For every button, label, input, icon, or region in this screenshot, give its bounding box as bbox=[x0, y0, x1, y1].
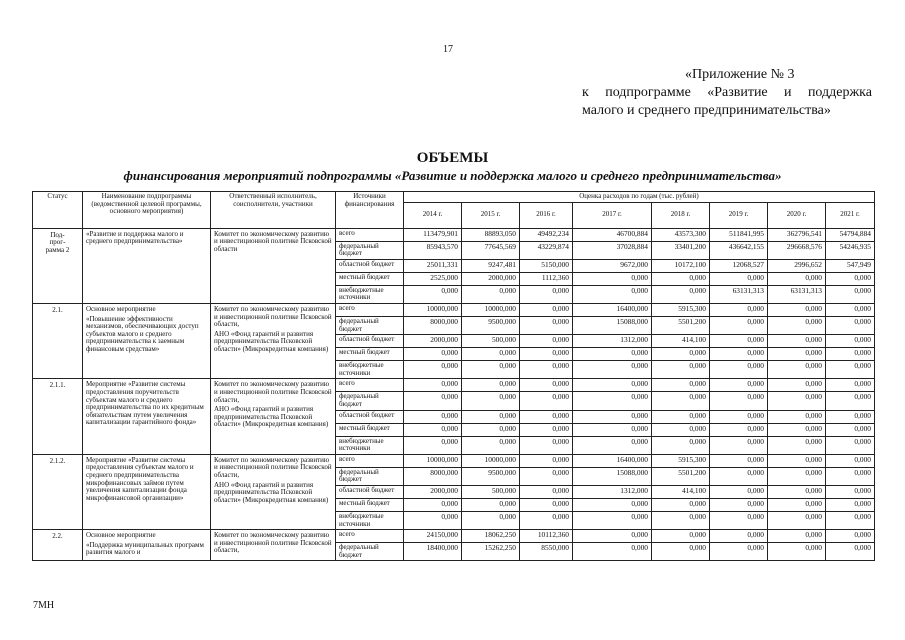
cell-funding-source: областной бюджет bbox=[336, 410, 404, 423]
cell-amount: 43573,300 bbox=[652, 228, 710, 241]
responsible-text: Комитет по экономическому развитию и инвестиционной политике Псковской области bbox=[214, 229, 332, 253]
cell-amount: 0,000 bbox=[768, 485, 826, 498]
cell-amount: 10112,360 bbox=[520, 530, 573, 543]
cell-amount: 54794,884 bbox=[826, 228, 875, 241]
header-year: 2018 г. bbox=[652, 202, 710, 228]
header-year: 2014 г. bbox=[404, 202, 462, 228]
cell-funding-source: федеральный бюджет bbox=[336, 316, 404, 334]
cell-amount: 0,000 bbox=[520, 498, 573, 511]
cell-amount: 0,000 bbox=[826, 511, 875, 529]
cell-amount: 16400,000 bbox=[573, 454, 652, 467]
cell-amount: 0,000 bbox=[826, 361, 875, 379]
footer-code: 7МН bbox=[33, 600, 55, 611]
cell-status: 2.1.1. bbox=[33, 379, 83, 454]
cell-amount: 10000,000 bbox=[404, 454, 462, 467]
cell-amount: 0,000 bbox=[826, 436, 875, 454]
cell-measure-name bbox=[83, 379, 211, 454]
cell-amount: 77645,569 bbox=[462, 241, 520, 259]
cell-amount: 0,000 bbox=[710, 498, 768, 511]
cell-status: 2.2. bbox=[33, 530, 83, 561]
cell-amount: 2000,000 bbox=[404, 485, 462, 498]
cell-amount: 0,000 bbox=[404, 498, 462, 511]
cell-amount: 0,000 bbox=[652, 423, 710, 436]
cell-amount: 0,000 bbox=[768, 511, 826, 529]
cell-amount: 0,000 bbox=[404, 392, 462, 410]
cell-amount: 8000,000 bbox=[404, 467, 462, 485]
cell-amount: 2000,000 bbox=[462, 272, 520, 285]
responsible-text: Комитет по экономическому развитию и инвестиционной политике Псковской области, bbox=[214, 455, 332, 479]
cell-funding-source: всего bbox=[336, 379, 404, 392]
cell-funding-source: федеральный бюджет bbox=[336, 467, 404, 485]
cell-amount: 16400,000 bbox=[573, 303, 652, 316]
cell-amount: 0,000 bbox=[652, 285, 710, 303]
cell-amount: 0,000 bbox=[520, 454, 573, 467]
cell-amount: 10172,100 bbox=[652, 259, 710, 272]
cell-funding-source: федеральный бюджет bbox=[336, 392, 404, 410]
cell-funding-source: областной бюджет bbox=[336, 485, 404, 498]
cell-amount: 5915,300 bbox=[652, 454, 710, 467]
cell-amount: 0,000 bbox=[826, 285, 875, 303]
cell-amount: 0,000 bbox=[404, 436, 462, 454]
cell-funding-source: внебюджетные источники bbox=[336, 361, 404, 379]
document-title: ОБЪЕМЫ bbox=[416, 150, 489, 166]
cell-amount: 0,000 bbox=[768, 361, 826, 379]
cell-amount: 0,000 bbox=[462, 436, 520, 454]
cell-responsible bbox=[211, 530, 336, 561]
header-year: 2015 г. bbox=[462, 202, 520, 228]
cell-amount: 0,000 bbox=[768, 316, 826, 334]
cell-amount: 43229,874 bbox=[520, 241, 573, 259]
table-row bbox=[33, 228, 875, 241]
cell-amount: 5915,300 bbox=[652, 303, 710, 316]
header-row bbox=[33, 192, 875, 203]
cell-amount: 0,000 bbox=[768, 348, 826, 361]
cell-funding-source: областной бюджет bbox=[336, 335, 404, 348]
cell-amount: 0,000 bbox=[573, 530, 652, 543]
responsible-text: Комитет по экономическому развитию и инвестиционной политике Псковской области, bbox=[214, 380, 332, 404]
cell-amount: 0,000 bbox=[710, 511, 768, 529]
cell-amount: 0,000 bbox=[573, 410, 652, 423]
appendix-word: к bbox=[582, 85, 589, 100]
table-row bbox=[33, 530, 875, 543]
cell-amount: 0,000 bbox=[826, 530, 875, 543]
measure-name-text: Мероприятие «Развитие системы предоставления субъектам малого и среднего предпринимательства микрофинансовых займов путем увеличения капитализации фонда микрофинансовой организации» bbox=[86, 455, 194, 502]
cell-amount: 0,000 bbox=[652, 392, 710, 410]
cell-amount: 0,000 bbox=[768, 467, 826, 485]
cell-amount: 0,000 bbox=[652, 498, 710, 511]
cell-amount: 0,000 bbox=[710, 410, 768, 423]
responsible-text: АНО «Фонд гарантий и развития предпринимательства Псковской области» (Микрокредитная компания) bbox=[214, 405, 329, 429]
cell-status: Под- прог- рамма 2 bbox=[33, 228, 83, 303]
cell-amount: 0,000 bbox=[404, 511, 462, 529]
cell-amount: 0,000 bbox=[652, 511, 710, 529]
measure-name-text: Мероприятие «Развитие системы предоставления поручительств субъектам малого и среднего предпринимательства по их кредитным обязательствам путем увеличения капитализации гарантийного фонда» bbox=[86, 380, 204, 427]
cell-amount: 0,000 bbox=[462, 285, 520, 303]
appendix-heading bbox=[582, 66, 872, 120]
cell-funding-source: местный бюджет bbox=[336, 423, 404, 436]
cell-amount: 0,000 bbox=[652, 348, 710, 361]
cell-amount: 0,000 bbox=[462, 379, 520, 392]
cell-amount: 0,000 bbox=[710, 543, 768, 561]
cell-funding-source: федеральный бюджет bbox=[336, 543, 404, 561]
cell-amount: 0,000 bbox=[768, 379, 826, 392]
cell-amount: 0,000 bbox=[573, 379, 652, 392]
measure-name-text: «Повышение эффективности механизмов, обеспечивающих доступ субъектов малого и среднего предпринимательства к заемным финансовым средствам» bbox=[86, 314, 199, 353]
cell-amount: 5150,000 bbox=[520, 259, 573, 272]
cell-amount: 0,000 bbox=[826, 335, 875, 348]
cell-amount: 0,000 bbox=[404, 423, 462, 436]
cell-amount: 1112,360 bbox=[520, 272, 573, 285]
header-status: Статус bbox=[33, 192, 83, 229]
cell-amount: 0,000 bbox=[710, 361, 768, 379]
cell-amount: 0,000 bbox=[404, 285, 462, 303]
cell-amount: 0,000 bbox=[520, 316, 573, 334]
cell-amount: 8000,000 bbox=[404, 316, 462, 334]
cell-amount: 0,000 bbox=[710, 530, 768, 543]
cell-amount: 0,000 bbox=[826, 454, 875, 467]
cell-amount: 85943,570 bbox=[404, 241, 462, 259]
cell-amount: 0,000 bbox=[768, 410, 826, 423]
header-year: 2016 г. bbox=[520, 202, 573, 228]
cell-amount: 0,000 bbox=[710, 335, 768, 348]
cell-amount: 0,000 bbox=[520, 379, 573, 392]
cell-amount: 54246,935 bbox=[826, 241, 875, 259]
header-year: 2020 г. bbox=[768, 202, 826, 228]
cell-amount: 0,000 bbox=[710, 348, 768, 361]
cell-measure-name bbox=[83, 228, 211, 303]
cell-amount: 0,000 bbox=[652, 410, 710, 423]
measure-name-text: Основное мероприятие bbox=[86, 304, 156, 313]
cell-amount: 9672,000 bbox=[573, 259, 652, 272]
cell-amount: 0,000 bbox=[573, 348, 652, 361]
cell-amount: 0,000 bbox=[710, 303, 768, 316]
cell-amount: 362796,541 bbox=[768, 228, 826, 241]
cell-amount: 15088,000 bbox=[573, 467, 652, 485]
cell-amount: 0,000 bbox=[768, 272, 826, 285]
appendix-word: и bbox=[784, 85, 792, 100]
cell-amount: 0,000 bbox=[826, 543, 875, 561]
header-name: Наименование подпрограммы (ведомственной целевой программы, основного мероприятия) bbox=[83, 192, 211, 229]
appendix-word: подпрограмме bbox=[605, 85, 691, 100]
cell-funding-source: всего bbox=[336, 303, 404, 316]
cell-amount: 511841,995 bbox=[710, 228, 768, 241]
cell-amount: 0,000 bbox=[710, 467, 768, 485]
cell-amount: 0,000 bbox=[404, 348, 462, 361]
cell-amount: 0,000 bbox=[462, 392, 520, 410]
cell-amount: 15088,000 bbox=[573, 316, 652, 334]
cell-amount: 0,000 bbox=[520, 392, 573, 410]
cell-amount: 0,000 bbox=[520, 348, 573, 361]
table-row bbox=[33, 454, 875, 467]
cell-responsible bbox=[211, 303, 336, 378]
cell-status: 2.1.2. bbox=[33, 454, 83, 529]
table-row bbox=[33, 379, 875, 392]
cell-amount: 0,000 bbox=[826, 392, 875, 410]
cell-amount: 0,000 bbox=[826, 348, 875, 361]
responsible-text: Комитет по экономическому развитию и инвестиционной политике Псковской области, bbox=[214, 304, 332, 329]
cell-funding-source: местный бюджет bbox=[336, 498, 404, 511]
responsible-text: АНО «Фонд гарантий и развития предпринимательства Псковской области» (Микрокредитная компания) bbox=[214, 329, 329, 353]
cell-amount: 0,000 bbox=[520, 303, 573, 316]
appendix-line-3: малого и среднего предпринимательства» bbox=[582, 103, 831, 118]
cell-amount: 0,000 bbox=[520, 361, 573, 379]
appendix-line-1: «Приложение № 3 bbox=[685, 67, 795, 82]
cell-amount: 0,000 bbox=[768, 423, 826, 436]
cell-amount: 0,000 bbox=[573, 272, 652, 285]
page-number: 17 bbox=[443, 44, 453, 55]
cell-amount: 0,000 bbox=[462, 348, 520, 361]
cell-amount: 0,000 bbox=[826, 303, 875, 316]
cell-amount: 0,000 bbox=[768, 454, 826, 467]
cell-amount: 1312,000 bbox=[573, 335, 652, 348]
header-sources: Источники финансирования bbox=[336, 192, 404, 229]
funding-table bbox=[32, 191, 875, 561]
cell-amount: 1312,000 bbox=[573, 485, 652, 498]
cell-amount: 0,000 bbox=[710, 454, 768, 467]
cell-amount: 5501,200 bbox=[652, 316, 710, 334]
cell-amount: 0,000 bbox=[652, 361, 710, 379]
cell-funding-source: областной бюджет bbox=[336, 259, 404, 272]
header-year: 2021 г. bbox=[826, 202, 875, 228]
cell-amount: 0,000 bbox=[462, 361, 520, 379]
cell-amount: 0,000 bbox=[768, 543, 826, 561]
appendix-word: поддержка bbox=[807, 85, 872, 100]
cell-amount: 10000,000 bbox=[462, 454, 520, 467]
responsible-text: Комитет по экономическому развитию и инвестиционной политике Псковской области, bbox=[214, 531, 332, 555]
cell-funding-source: местный бюджет bbox=[336, 348, 404, 361]
cell-amount: 12068,527 bbox=[710, 259, 768, 272]
cell-amount: 0,000 bbox=[462, 498, 520, 511]
cell-amount: 500,000 bbox=[462, 485, 520, 498]
cell-amount: 0,000 bbox=[573, 392, 652, 410]
cell-amount: 37028,884 bbox=[573, 241, 652, 259]
cell-amount: 0,000 bbox=[652, 379, 710, 392]
cell-amount: 0,000 bbox=[520, 410, 573, 423]
cell-funding-source: всего bbox=[336, 228, 404, 241]
cell-amount: 436642,155 bbox=[710, 241, 768, 259]
cell-amount: 0,000 bbox=[768, 530, 826, 543]
cell-amount: 0,000 bbox=[710, 272, 768, 285]
cell-amount: 0,000 bbox=[573, 511, 652, 529]
cell-amount: 0,000 bbox=[520, 423, 573, 436]
cell-amount: 0,000 bbox=[573, 498, 652, 511]
cell-amount: 414,100 bbox=[652, 485, 710, 498]
cell-funding-source: местный бюджет bbox=[336, 272, 404, 285]
cell-amount: 113479,901 bbox=[404, 228, 462, 241]
document-subtitle: финансирования мероприятий подпрограммы «Развитие и поддержка малого и среднего предпринимательства» bbox=[123, 168, 782, 183]
cell-measure-name bbox=[83, 303, 211, 378]
cell-amount: 0,000 bbox=[573, 423, 652, 436]
cell-funding-source: внебюджетные источники bbox=[336, 436, 404, 454]
cell-amount: 0,000 bbox=[768, 498, 826, 511]
cell-amount: 0,000 bbox=[710, 485, 768, 498]
cell-amount: 0,000 bbox=[652, 436, 710, 454]
cell-responsible bbox=[211, 228, 336, 303]
cell-amount: 0,000 bbox=[768, 303, 826, 316]
cell-amount: 15262,250 bbox=[462, 543, 520, 561]
cell-amount: 0,000 bbox=[826, 467, 875, 485]
cell-amount: 0,000 bbox=[768, 436, 826, 454]
cell-funding-source: всего bbox=[336, 530, 404, 543]
cell-amount: 500,000 bbox=[462, 335, 520, 348]
cell-amount: 0,000 bbox=[520, 511, 573, 529]
measure-name-text: «Развитие и поддержка малого и среднего предпринимательства» bbox=[86, 229, 184, 246]
appendix-word: «Развитие bbox=[707, 85, 768, 100]
cell-amount: 0,000 bbox=[768, 335, 826, 348]
cell-amount: 0,000 bbox=[710, 392, 768, 410]
cell-amount: 0,000 bbox=[826, 316, 875, 334]
cell-amount: 0,000 bbox=[520, 285, 573, 303]
cell-amount: 0,000 bbox=[826, 485, 875, 498]
cell-amount: 2000,000 bbox=[404, 335, 462, 348]
cell-amount: 18400,000 bbox=[404, 543, 462, 561]
cell-amount: 0,000 bbox=[652, 543, 710, 561]
cell-amount: 9500,000 bbox=[462, 316, 520, 334]
measure-name-text: Основное мероприятие bbox=[86, 531, 156, 540]
cell-amount: 0,000 bbox=[520, 335, 573, 348]
cell-amount: 9247,481 bbox=[462, 259, 520, 272]
responsible-text: АНО «Фонд гарантий и развития предпринимательства Псковской области» (Микрокредитная компания) bbox=[214, 480, 329, 504]
cell-amount: 63131,313 bbox=[710, 285, 768, 303]
cell-amount: 0,000 bbox=[573, 543, 652, 561]
cell-status: 2.1. bbox=[33, 303, 83, 378]
cell-funding-source: внебюджетные источники bbox=[336, 511, 404, 529]
cell-amount: 10000,000 bbox=[404, 303, 462, 316]
header-year: 2019 г. bbox=[710, 202, 768, 228]
cell-amount: 5501,200 bbox=[652, 467, 710, 485]
cell-amount: 0,000 bbox=[710, 436, 768, 454]
cell-amount: 2525,000 bbox=[404, 272, 462, 285]
cell-amount: 0,000 bbox=[462, 511, 520, 529]
cell-amount: 2996,652 bbox=[768, 259, 826, 272]
cell-amount: 18062,250 bbox=[462, 530, 520, 543]
cell-amount: 0,000 bbox=[652, 272, 710, 285]
table-row bbox=[33, 303, 875, 316]
cell-amount: 0,000 bbox=[826, 423, 875, 436]
cell-amount: 0,000 bbox=[826, 272, 875, 285]
header-year: 2017 г. bbox=[573, 202, 652, 228]
cell-amount: 8550,000 bbox=[520, 543, 573, 561]
cell-amount: 63131,313 bbox=[768, 285, 826, 303]
header-responsible: Ответственный исполнитель, соисполнители, участники bbox=[211, 192, 336, 229]
cell-amount: 0,000 bbox=[710, 316, 768, 334]
cell-amount: 0,000 bbox=[404, 361, 462, 379]
cell-amount: 25011,331 bbox=[404, 259, 462, 272]
cell-amount: 0,000 bbox=[768, 392, 826, 410]
cell-amount: 24150,000 bbox=[404, 530, 462, 543]
cell-amount: 49492,234 bbox=[520, 228, 573, 241]
cell-amount: 46700,884 bbox=[573, 228, 652, 241]
cell-amount: 10000,000 bbox=[462, 303, 520, 316]
cell-amount: 0,000 bbox=[520, 467, 573, 485]
cell-amount: 0,000 bbox=[826, 410, 875, 423]
cell-amount: 0,000 bbox=[404, 410, 462, 423]
cell-responsible bbox=[211, 454, 336, 529]
cell-amount: 0,000 bbox=[573, 361, 652, 379]
cell-amount: 0,000 bbox=[573, 285, 652, 303]
measure-name-text: «Поддержка муниципальных программ развития малого и bbox=[86, 540, 204, 557]
cell-amount: 0,000 bbox=[462, 410, 520, 423]
cell-amount: 9500,000 bbox=[462, 467, 520, 485]
cell-amount: 0,000 bbox=[404, 379, 462, 392]
table-body bbox=[33, 228, 875, 561]
cell-amount: 0,000 bbox=[710, 423, 768, 436]
cell-funding-source: внебюджетные источники bbox=[336, 285, 404, 303]
cell-amount: 547,949 bbox=[826, 259, 875, 272]
cell-amount: 0,000 bbox=[710, 379, 768, 392]
cell-amount: 0,000 bbox=[652, 530, 710, 543]
cell-amount: 0,000 bbox=[462, 423, 520, 436]
cell-amount: 414,100 bbox=[652, 335, 710, 348]
cell-amount: 0,000 bbox=[826, 379, 875, 392]
cell-amount: 0,000 bbox=[826, 498, 875, 511]
header-estimate: Оценка расходов по годам (тыс. рублей) bbox=[404, 192, 875, 203]
cell-amount: 296668,576 bbox=[768, 241, 826, 259]
cell-funding-source: федеральный бюджет bbox=[336, 241, 404, 259]
cell-responsible bbox=[211, 379, 336, 454]
appendix-line-2 bbox=[582, 84, 872, 102]
cell-amount: 88893,050 bbox=[462, 228, 520, 241]
cell-funding-source: всего bbox=[336, 454, 404, 467]
cell-amount: 0,000 bbox=[573, 436, 652, 454]
cell-amount: 0,000 bbox=[520, 485, 573, 498]
cell-amount: 33401,200 bbox=[652, 241, 710, 259]
cell-measure-name bbox=[83, 454, 211, 529]
cell-measure-name bbox=[83, 530, 211, 561]
cell-amount: 0,000 bbox=[520, 436, 573, 454]
